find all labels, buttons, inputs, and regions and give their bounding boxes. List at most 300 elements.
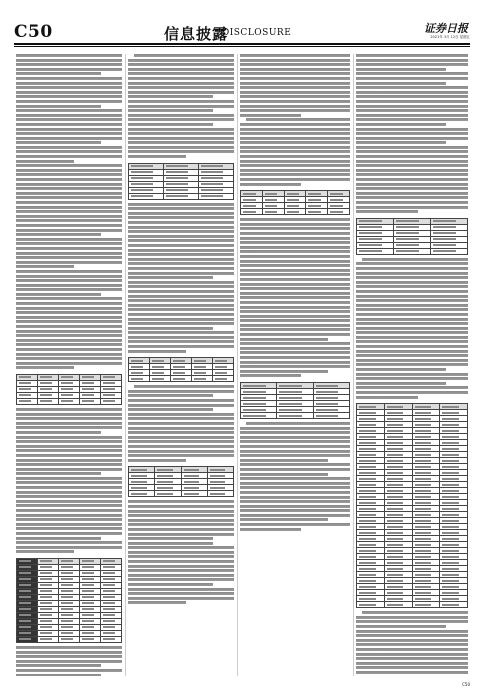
data-table: [128, 357, 234, 382]
text-line: [356, 160, 468, 163]
data-table: [356, 218, 468, 255]
cell-text: [243, 403, 266, 405]
text-paragraph: [240, 422, 350, 532]
header-rule-thin: [14, 46, 470, 47]
cell-text: [359, 508, 376, 510]
cell-text: [19, 626, 31, 628]
text-line: [16, 109, 122, 112]
cell-text: [19, 400, 31, 402]
cell-text: [243, 385, 266, 387]
cell-text: [387, 436, 404, 438]
cell-text: [359, 406, 376, 408]
data-table: [128, 163, 234, 200]
text-line: [16, 334, 122, 337]
cell-text: [184, 493, 200, 495]
cell-text: [359, 430, 376, 432]
cell-text: [359, 460, 376, 462]
cell-text: [359, 538, 376, 540]
cell-text: [131, 177, 153, 179]
text-line: [356, 354, 468, 357]
cell-text: [387, 550, 404, 552]
column-2: [128, 54, 234, 676]
text-line: [16, 546, 122, 549]
text-line: [128, 390, 234, 393]
cell-text: [61, 376, 73, 378]
text-line: [16, 261, 122, 264]
text-line: [128, 72, 234, 75]
text-line: [134, 385, 234, 388]
text-line: [16, 655, 122, 658]
cell-text: [201, 189, 223, 191]
text-line: [240, 59, 350, 62]
text-line: [356, 653, 468, 656]
text-line: [128, 285, 234, 288]
cell-text: [442, 424, 459, 426]
cell-text: [40, 584, 52, 586]
text-line: [240, 246, 350, 249]
text-line: [128, 408, 213, 411]
text-line: [128, 276, 213, 279]
cell-text: [387, 508, 404, 510]
cell-text: [103, 614, 115, 616]
cell-text: [415, 496, 432, 498]
cell-text: [19, 590, 31, 592]
table-cell: [171, 376, 192, 382]
text-line: [240, 95, 350, 98]
text-line: [240, 128, 350, 131]
text-line: [128, 336, 234, 339]
cell-text: [415, 436, 432, 438]
cell-text: [82, 578, 94, 580]
text-line: [240, 91, 350, 94]
text-line: [356, 368, 446, 371]
text-line: [356, 100, 468, 103]
cell-text: [387, 580, 404, 582]
text-line: [356, 620, 468, 623]
cell-text: [40, 572, 52, 574]
cell-text: [415, 502, 432, 504]
page-header: [14, 22, 470, 42]
cell-text: [359, 532, 376, 534]
table-cell: [59, 398, 80, 404]
text-line: [356, 616, 468, 619]
cell-text: [194, 366, 206, 368]
text-line: [356, 164, 468, 167]
text-line: [16, 137, 122, 140]
cell-text: [210, 469, 226, 471]
text-line: [240, 523, 350, 526]
table-cell: [80, 636, 101, 642]
text-line: [240, 72, 350, 75]
text-line: [16, 183, 122, 186]
text-line: [128, 244, 234, 247]
cell-text: [157, 487, 173, 489]
cell-text: [40, 376, 52, 378]
column-divider: [237, 54, 238, 676]
text-line: [128, 221, 234, 224]
text-line: [128, 322, 234, 325]
cell-text: [359, 490, 376, 492]
text-line: [128, 105, 234, 108]
table-cell: [412, 602, 440, 608]
cell-text: [61, 388, 73, 390]
text-line: [362, 611, 468, 614]
text-line: [16, 201, 122, 204]
text-line: [240, 445, 350, 448]
table-cell: [277, 413, 313, 419]
cell-text: [415, 514, 432, 516]
cell-text: [359, 448, 376, 450]
cell-text: [442, 526, 459, 528]
cell-text: [359, 514, 376, 516]
text-line: [16, 279, 122, 282]
footer-page-label: C50: [462, 682, 470, 687]
cell-text: [173, 378, 185, 380]
cell-text: [287, 211, 300, 213]
cell-text: [19, 394, 31, 396]
cell-text: [173, 366, 185, 368]
cell-text: [359, 562, 376, 564]
cell-text: [415, 418, 432, 420]
cell-text: [308, 211, 321, 213]
cell-text: [210, 493, 226, 495]
text-line: [240, 169, 350, 172]
cell-text: [279, 403, 302, 405]
text-line: [356, 123, 446, 126]
cell-text: [433, 220, 456, 222]
cell-text: [387, 448, 404, 450]
text-line: [16, 307, 122, 310]
text-line: [128, 132, 234, 135]
text-line: [16, 141, 101, 144]
text-line: [356, 657, 468, 660]
cell-text: [19, 638, 31, 640]
cell-text: [61, 626, 73, 628]
table-cell: [164, 193, 199, 199]
text-line: [240, 173, 350, 176]
cell-text: [61, 632, 73, 634]
text-line: [240, 450, 350, 453]
cell-text: [442, 454, 459, 456]
text-line: [128, 91, 234, 94]
cell-text: [442, 556, 459, 558]
cell-text: [201, 171, 223, 173]
text-line: [356, 327, 468, 330]
text-line: [16, 325, 122, 328]
text-line: [128, 272, 234, 275]
cell-text: [131, 487, 147, 489]
cell-text: [387, 478, 404, 480]
cell-text: [265, 199, 278, 201]
cell-text: [166, 171, 188, 173]
table-cell: [328, 209, 350, 215]
text-line: [356, 105, 468, 108]
text-line: [16, 311, 122, 314]
text-line: [240, 338, 328, 341]
data-table: [16, 374, 122, 405]
cell-text: [359, 454, 376, 456]
text-line: [128, 146, 234, 149]
cell-text: [103, 620, 115, 622]
cell-text: [279, 391, 302, 393]
cell-text: [82, 382, 94, 384]
text-line: [240, 218, 350, 221]
cell-text: [243, 391, 266, 393]
table-row: [357, 602, 468, 608]
text-line: [16, 224, 122, 227]
cell-text: [387, 544, 404, 546]
cell-text: [396, 244, 419, 246]
text-line: [240, 347, 350, 350]
text-line: [128, 340, 234, 343]
text-line: [128, 445, 234, 448]
data-table: [240, 190, 350, 215]
cell-text: [157, 475, 173, 477]
text-line: [240, 273, 350, 276]
section-title: 信息披露: [164, 25, 229, 43]
text-line: [128, 431, 234, 434]
cell-text: [131, 469, 147, 471]
cell-text: [40, 590, 52, 592]
cell-text: [387, 454, 404, 456]
text-line: [16, 518, 122, 521]
text-line: [16, 541, 122, 544]
cell-text: [387, 538, 404, 540]
text-line: [240, 105, 350, 108]
cell-text: [243, 205, 256, 207]
cell-text: [442, 436, 459, 438]
text-line: [356, 671, 468, 674]
table-cell: [129, 376, 150, 382]
table-row: [357, 248, 468, 254]
cell-text: [131, 195, 153, 197]
table-cell: [241, 209, 263, 215]
text-line: [356, 359, 468, 362]
text-line: [356, 643, 468, 646]
cell-text: [82, 394, 94, 396]
cell-text: [243, 199, 256, 201]
text-line: [16, 408, 122, 411]
cell-text: [387, 586, 404, 588]
text-line: [356, 169, 468, 172]
cell-text: [157, 469, 173, 471]
text-line: [240, 365, 350, 368]
table-row: [129, 193, 234, 199]
cell-text: [433, 238, 456, 240]
text-line: [16, 247, 122, 250]
text-line: [16, 72, 101, 75]
cell-text: [387, 430, 404, 432]
text-line: [128, 137, 234, 140]
text-line: [356, 313, 468, 316]
text-line: [356, 183, 468, 186]
cell-text: [40, 400, 52, 402]
text-line: [356, 676, 468, 677]
text-line: [356, 82, 446, 85]
cell-text: [19, 620, 31, 622]
text-line: [240, 260, 350, 263]
cell-text: [442, 460, 459, 462]
text-paragraph: [16, 646, 122, 676]
text-line: [16, 514, 122, 517]
cell-text: [61, 400, 73, 402]
cell-text: [415, 556, 432, 558]
cell-text: [359, 556, 376, 558]
cell-text: [103, 626, 115, 628]
text-line: [128, 537, 213, 540]
cell-text: [82, 400, 94, 402]
text-line: [246, 118, 350, 121]
table-cell: [306, 209, 328, 215]
text-line: [16, 468, 122, 471]
cell-text: [433, 250, 456, 252]
text-line: [16, 491, 122, 494]
text-line: [240, 477, 350, 480]
text-line: [356, 308, 468, 311]
text-line: [240, 132, 350, 135]
cell-text: [308, 193, 321, 195]
cell-text: [359, 568, 376, 570]
text-line: [16, 500, 122, 503]
text-line: [128, 82, 234, 85]
text-line: [16, 486, 122, 489]
cell-text: [201, 195, 223, 197]
cell-text: [131, 493, 147, 495]
cell-text: [359, 442, 376, 444]
cell-text: [415, 592, 432, 594]
text-line: [240, 333, 350, 336]
text-line: [16, 426, 122, 429]
column-1: [16, 54, 122, 676]
cell-text: [103, 382, 115, 384]
cell-text: [184, 481, 200, 483]
text-line: [128, 417, 234, 420]
text-line: [128, 510, 234, 513]
text-line: [240, 237, 350, 240]
text-line: [128, 519, 234, 522]
text-line: [16, 173, 122, 176]
text-line: [16, 82, 122, 85]
cell-text: [61, 608, 73, 610]
text-line: [240, 486, 350, 489]
cell-text: [415, 544, 432, 546]
table-cell: [199, 193, 234, 199]
cell-text: [415, 448, 432, 450]
cell-text: [265, 211, 278, 213]
cell-text: [442, 508, 459, 510]
cell-text: [442, 598, 459, 600]
text-paragraph: [16, 270, 122, 371]
text-line: [356, 128, 468, 131]
cell-text: [387, 568, 404, 570]
text-line: [356, 318, 468, 321]
text-line: [240, 518, 328, 521]
text-line: [16, 233, 101, 236]
text-line: [240, 269, 350, 272]
text-line: [240, 370, 328, 373]
text-line: [240, 500, 350, 503]
text-paragraph: [240, 218, 350, 379]
text-line: [128, 109, 213, 112]
cell-text: [415, 568, 432, 570]
text-line: [128, 68, 234, 71]
text-line: [356, 639, 468, 642]
cell-text: [359, 466, 376, 468]
text-line: [356, 340, 468, 343]
cell-text: [442, 574, 459, 576]
text-line: [16, 284, 122, 287]
cell-text: [61, 578, 73, 580]
text-line: [240, 351, 350, 354]
table-cell: [150, 376, 171, 382]
text-line: [356, 95, 468, 98]
text-line: [356, 150, 468, 153]
text-line: [240, 306, 350, 309]
table-cell: [384, 602, 412, 608]
text-line: [356, 648, 468, 651]
text-line: [356, 391, 468, 394]
text-line: [240, 361, 350, 364]
masthead-date: 2021年 3月 12日 星期五: [430, 35, 470, 39]
cell-text: [103, 596, 115, 598]
cell-text: [442, 466, 459, 468]
text-line: [240, 431, 350, 434]
cell-text: [415, 580, 432, 582]
text-line: [240, 310, 350, 313]
text-line: [128, 551, 234, 554]
cell-text: [415, 598, 432, 600]
cell-text: [19, 614, 31, 616]
text-line: [16, 436, 122, 439]
text-line: [356, 345, 468, 348]
text-line: [240, 463, 350, 466]
table-cell: [17, 398, 38, 404]
text-line: [128, 295, 234, 298]
cell-text: [415, 604, 432, 606]
text-line: [240, 315, 350, 318]
cell-text: [308, 199, 321, 201]
text-paragraph: [128, 385, 234, 463]
cell-text: [387, 556, 404, 558]
text-line: [240, 505, 350, 508]
cell-text: [103, 590, 115, 592]
cell-text: [279, 397, 302, 399]
cell-text: [359, 496, 376, 498]
text-line: [356, 109, 468, 112]
text-line: [128, 318, 234, 321]
cell-text: [442, 496, 459, 498]
text-line: [356, 178, 468, 181]
text-line: [16, 77, 122, 80]
text-line: [128, 578, 234, 581]
table-row: [129, 376, 234, 382]
cell-text: [415, 490, 432, 492]
text-line: [16, 523, 122, 526]
cell-text: [166, 165, 188, 167]
cell-text: [359, 604, 376, 606]
cell-text: [442, 562, 459, 564]
cell-text: [387, 466, 404, 468]
text-line: [128, 413, 234, 416]
text-line: [356, 377, 468, 380]
text-paragraph: [356, 258, 468, 400]
text-line: [128, 514, 234, 517]
cell-text: [442, 448, 459, 450]
text-line: [16, 238, 122, 241]
column-3: [240, 54, 350, 676]
text-line: [240, 109, 350, 112]
cell-text: [184, 487, 200, 489]
